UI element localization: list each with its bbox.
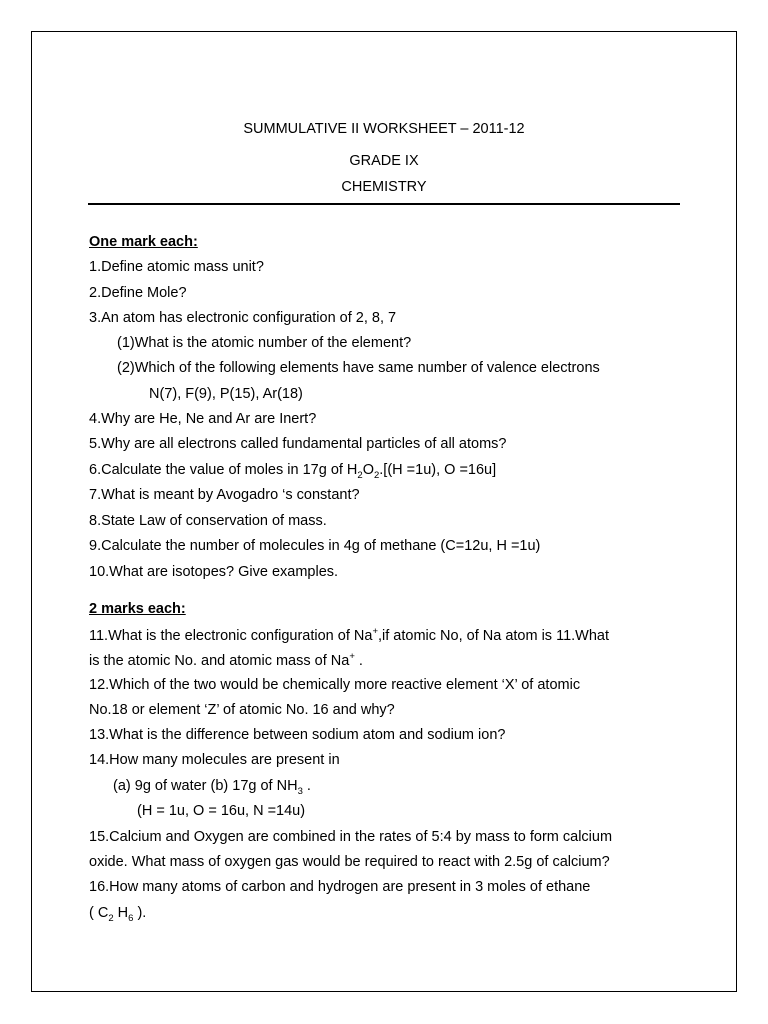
question-10: 10.What are isotopes? Give examples. [89,564,339,580]
question-16-line-1: 16.How many atoms of carbon and hydrogen are present in 3 moles of ethane [89,879,591,895]
q16-text: H [113,905,129,921]
worksheet-title: SUMMULATIVE II WORKSHEET – 2011-12 [243,121,525,137]
grade-label: GRADE IX [349,153,419,169]
q16-text: ). [133,905,147,921]
question-3-options: N(7), F(9), P(15), Ar(18) [149,386,303,402]
header-divider [88,203,680,205]
question-3-part-2: (2)Which of the following elements have same number of valence electrons [117,360,600,376]
question-16-line-2 [89,905,146,924]
question-7: 7.What is meant by Avogadro ‘s constant? [89,487,360,503]
section-two-marks-heading: 2 marks each: [89,601,186,617]
q6-text: 6.Calculate the value of moles in 17g of H [89,462,358,478]
question-2: 2.Define Mole? [89,285,187,301]
question-15-line-2: oxide. What mass of oxygen gas would be required to react with 2.5g of calcium? [89,854,610,870]
q11-superscript: + [349,651,355,662]
question-6 [89,462,496,481]
q16-subscript: 6 [128,912,134,924]
q6-subscript: 2 [373,469,380,481]
question-11-line-2 [89,651,363,669]
q16-subscript: 2 [108,912,114,924]
question-11-line-1 [89,626,609,644]
q11-text: . [354,652,363,669]
q6-text: .[(H =1u), O =16u] [379,462,497,478]
q11-text: 11.What is the electronic configuration of Na [89,627,373,644]
q6-text: O [362,462,374,478]
q16-text: ( C [89,905,109,921]
q11-text: ,if atomic No, of Na atom is 11.What [378,627,610,644]
q14-text: (a) 9g of water (b) 17g of NH [113,778,298,794]
question-13: 13.What is the difference between sodium atom and sodium ion? [89,727,506,743]
question-4: 4.Why are He, Ne and Ar are Inert? [89,411,317,427]
question-8: 8.State Law of conservation of mass. [89,513,327,529]
page-border [31,31,737,992]
section-one-mark-heading: One mark each: [89,234,198,250]
question-14-constants: (H = 1u, O = 16u, N =14u) [137,803,306,819]
question-3: 3.An atom has electronic configuration of 2, 8, 7 [89,310,397,326]
q6-subscript: 2 [357,469,363,481]
question-14-parts [113,778,311,797]
question-9: 9.Calculate the number of molecules in 4g of methane (C=12u, H =1u) [89,538,541,554]
q14-subscript: 3 [297,785,303,797]
question-12-line-1: 12.Which of the two would be chemically more reactive element ‘X’ of atomic [89,677,581,693]
question-1: 1.Define atomic mass unit? [89,259,264,275]
question-14: 14.How many molecules are present in [89,752,340,768]
q11-superscript: + [372,626,378,637]
subject-label: CHEMISTRY [341,179,427,195]
q11-text: is the atomic No. and atomic mass of Na [89,652,350,669]
question-3-part-1: (1)What is the atomic number of the element? [117,335,412,351]
question-5: 5.Why are all electrons called fundamental particles of all atoms? [89,436,507,452]
question-15-line-1: 15.Calcium and Oxygen are combined in the rates of 5:4 by mass to form calcium [89,829,613,845]
question-12-line-2: No.18 or element ‘Z’ of atomic No. 16 and why? [89,702,395,718]
q14-text: . [302,778,311,794]
